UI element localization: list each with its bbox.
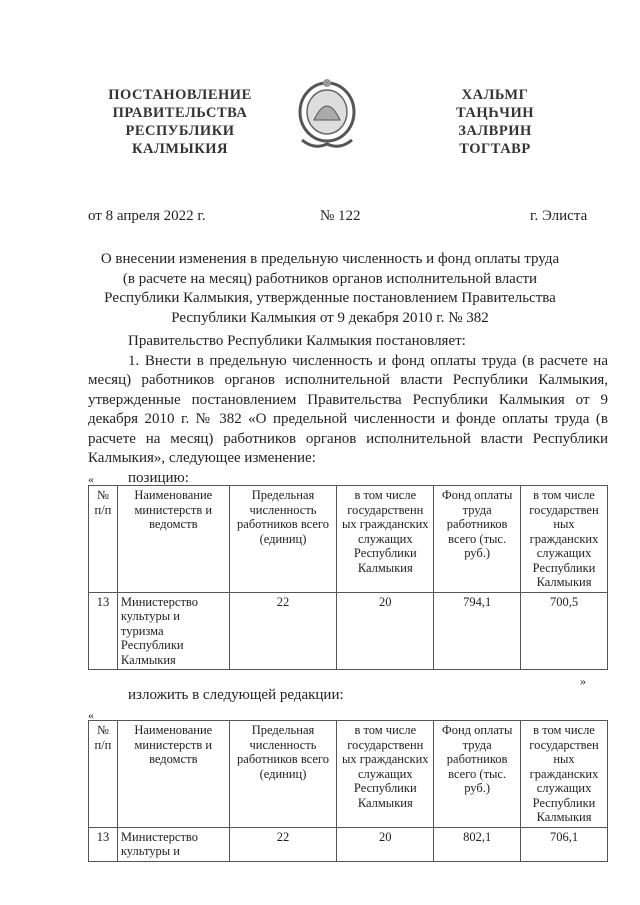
- header-cell: Фонд оплаты труда работников всего (тыс. руб.): [434, 721, 521, 828]
- cell: Министерство культуры и: [117, 827, 229, 861]
- coat-of-arms-emblem: [296, 78, 358, 156]
- paragraph: позицию:: [128, 469, 189, 486]
- cell: 700,5: [521, 592, 608, 670]
- table-new-position: [88, 720, 608, 862]
- table-old-position: [88, 485, 608, 670]
- cell: 20: [337, 592, 434, 670]
- cell: 20: [337, 827, 434, 861]
- header-cell: Наименование министерств и ведомств: [117, 486, 229, 593]
- header-line: РЕСПУБЛИКИ: [125, 123, 235, 139]
- table-row: [89, 827, 608, 861]
- cell: Министерство культуры и туризма Республики Калмыкия: [117, 592, 229, 670]
- header-cell: в том числе государствен ных гражданских служащих Республики Калмыкия: [521, 721, 608, 828]
- header-cell: Предельная численность работников всего (единиц): [229, 721, 337, 828]
- header-cell: в том числе государственн ых гражданских служащих Республики Калмыкия: [337, 486, 434, 593]
- header-cell: Фонд оплаты труда работников всего (тыс. руб.): [434, 486, 521, 593]
- document-number: № 122: [320, 208, 361, 224]
- table-row: [89, 592, 608, 670]
- cell: 794,1: [434, 592, 521, 670]
- table-header-row: [89, 486, 608, 593]
- header-line: ПРАВИТЕЛЬСТВА: [112, 105, 248, 121]
- header-left: [95, 86, 265, 158]
- document-date: от 8 апреля 2022 г.: [88, 208, 206, 224]
- document-city: г. Элиста: [530, 208, 588, 224]
- header-line: ТОГТАВР: [459, 141, 531, 157]
- header-cell: № п/п: [89, 721, 118, 828]
- header-cell: Наименование министерств и ведомств: [117, 721, 229, 828]
- open-quote: «: [88, 472, 94, 486]
- header-line: ХАЛЬМГ: [461, 87, 529, 103]
- table-header-row: [89, 721, 608, 828]
- header-line: КАЛМЫКИЯ: [132, 141, 228, 157]
- header-cell: № п/п: [89, 486, 118, 593]
- cell: 22: [229, 592, 337, 670]
- cell: 706,1: [521, 827, 608, 861]
- header-cell: в том числе государствен ных гражданских служащих Республики Калмыкия: [521, 486, 608, 593]
- document-title: О внесении изменения в предельную численность и фонд оплаты труда (в расчете на месяц) работников органов исполнительной власти Республики Калмыкия, утвержденные постановлением Правительства Республики Калмыкия от 9 декабря 2010 г. № 382: [100, 251, 560, 326]
- cell: 22: [229, 827, 337, 861]
- cell: 13: [89, 592, 118, 670]
- cell: 13: [89, 827, 118, 861]
- paragraph: 1. Внести в предельную численность и фонд оплаты труда (в расчете на месяц) работников органов исполнительной власти Республики Калмыкия, утвержденные постановлением Правительства Республики Калмыкия от 9 декабря 2010 г. № 382 «О предельной численности и фонде оплаты труда (в расчете на месяц) работников органов исполнительной власти Республики Калмыкия», следующее изменение:: [88, 352, 608, 466]
- header-line: ЗАЛВРИН: [458, 123, 532, 139]
- header-cell: Предельная численность работников всего (единиц): [229, 486, 337, 593]
- close-quote: »: [580, 674, 586, 688]
- header-line: ПОСТАНОВЛЕНИЕ: [108, 87, 252, 103]
- header-cell: в том числе государственн ых гражданских служащих Республики Калмыкия: [337, 721, 434, 828]
- cell: 802,1: [434, 827, 521, 861]
- open-quote: «: [88, 708, 94, 722]
- paragraph: Правительство Республики Калмыкия постановляет:: [128, 333, 466, 349]
- header-line: ТАҢҺЧИН: [455, 105, 535, 121]
- document-body: [88, 332, 608, 488]
- header-right: [440, 86, 550, 158]
- paragraph: изложить в следующей редакции:: [128, 687, 344, 703]
